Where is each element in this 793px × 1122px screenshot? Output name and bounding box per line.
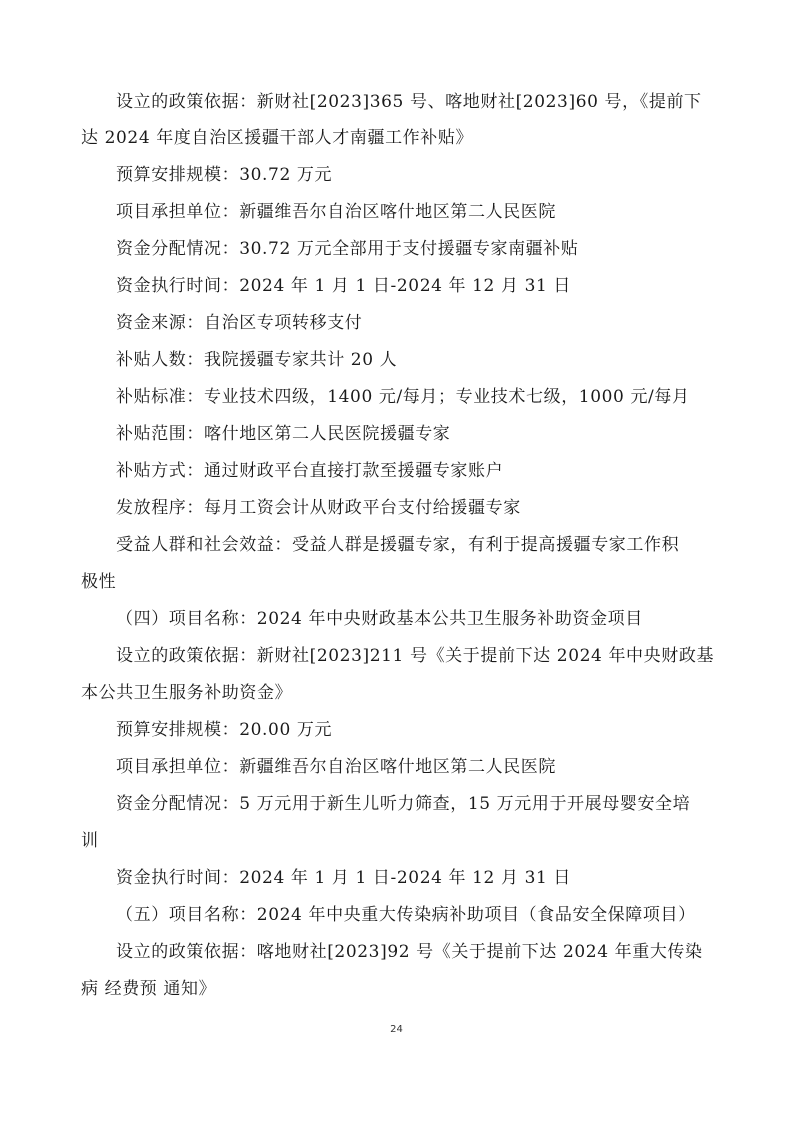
section-4-execution-time-line: 资金执行时间：2024 年 1 月 1 日-2024 年 12 月 31 日 [116,868,572,888]
fund-source-line: 资金来源：自治区专项转移支付 [116,313,363,333]
section-4-budget-line: 预算安排规模：20.00 万元 [116,720,333,740]
section-5-policy-line-2: 病 经费预 通知》 [81,979,217,999]
distribution-procedure-line: 发放程序：每月工资会计从财政平台支付给援疆专家 [116,498,521,518]
section-4-unit-line: 项目承担单位：新疆维吾尔自治区喀什地区第二人民医院 [116,757,556,777]
subsidy-standard-line: 补贴标准：专业技术四级，1400 元/每月；专业技术七级，1000 元/每月 [116,387,690,407]
budget-scale-line: 预算安排规模：30.72 万元 [116,165,333,185]
fund-execution-time-line: 资金执行时间：2024 年 1 月 1 日-2024 年 12 月 31 日 [116,276,572,296]
beneficiaries-line-1: 受益人群和社会效益：受益人群是援疆专家，有利于提高援疆专家工作积 [116,535,680,555]
policy-basis-line-1: 设立的政策依据：新财社[2023]365 号、喀地财社[2023]60 号，《提前下 [116,92,702,112]
beneficiaries-line-2: 极性 [81,572,117,592]
page-number: 24 [390,1024,403,1035]
policy-basis-line-2: 达 2024 年度自治区援疆干部人才南疆工作补贴》 [81,128,474,148]
section-4-allocation-line-1: 资金分配情况：5 万元用于新生儿听力筛查，15 万元用于开展母婴安全培 [116,794,691,814]
undertaking-unit-line: 项目承担单位：新疆维吾尔自治区喀什地区第二人民医院 [116,202,556,222]
subsidy-count-line: 补贴人数：我院援疆专家共计 20 人 [116,350,398,370]
section-4-policy-line-2: 本公共卫生服务补助资金》 [81,683,293,703]
fund-allocation-line: 资金分配情况：30.72 万元全部用于支付援疆专家南疆补贴 [116,239,579,259]
subsidy-method-line: 补贴方式：通过财政平台直接打款至援疆专家账户 [116,461,504,481]
section-5-policy-line-1: 设立的政策依据：喀地财社[2023]92 号《关于提前下达 2024 年重大传染 [116,942,703,962]
section-4-heading: （四）项目名称：2024 年中央财政基本公共卫生服务补助资金项目 [116,609,643,629]
subsidy-scope-line: 补贴范围：喀什地区第二人民医院援疆专家 [116,424,451,444]
section-4-allocation-line-2: 训 [81,831,99,851]
section-5-heading: （五）项目名称：2024 年中央重大传染病补助项目（食品安全保障项目） [116,905,696,925]
section-4-policy-line-1: 设立的政策依据：新财社[2023]211 号《关于提前下达 2024 年中央财政基 [116,646,715,666]
